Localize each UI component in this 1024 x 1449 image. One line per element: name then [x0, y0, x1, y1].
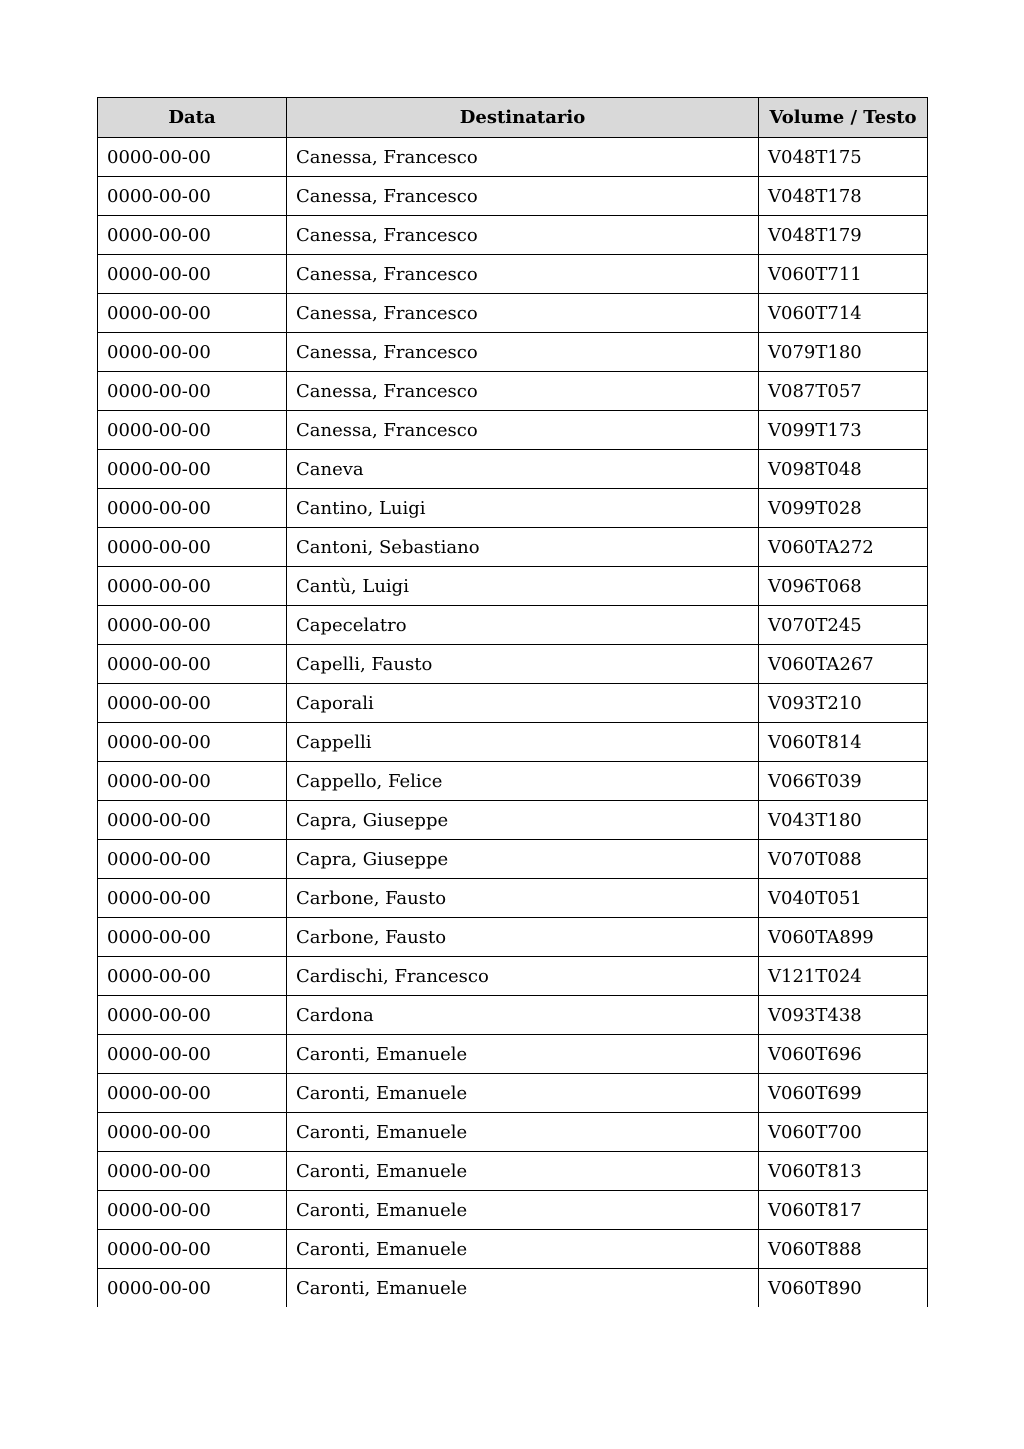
cell-destinatario: Canessa, Francesco	[287, 333, 759, 372]
table-row	[98, 333, 928, 372]
cell-destinatario: Caporali	[287, 684, 759, 723]
cell-volume-testo: V060TA272	[759, 528, 928, 567]
cell-data: 0000-00-00	[98, 840, 287, 879]
cell-destinatario: Canessa, Francesco	[287, 177, 759, 216]
cell-destinatario: Caronti, Emanuele	[287, 1269, 759, 1308]
cell-volume-testo: V060T817	[759, 1191, 928, 1230]
cell-data: 0000-00-00	[98, 177, 287, 216]
table-row	[98, 1113, 928, 1152]
cell-destinatario: Caronti, Emanuele	[287, 1035, 759, 1074]
cell-volume-testo: V060T888	[759, 1230, 928, 1269]
cell-destinatario: Caronti, Emanuele	[287, 1152, 759, 1191]
cell-volume-testo: V099T173	[759, 411, 928, 450]
cell-destinatario: Capecelatro	[287, 606, 759, 645]
cell-data: 0000-00-00	[98, 255, 287, 294]
cell-destinatario: Canessa, Francesco	[287, 255, 759, 294]
cell-destinatario: Cantino, Luigi	[287, 489, 759, 528]
cell-data: 0000-00-00	[98, 567, 287, 606]
cell-data: 0000-00-00	[98, 528, 287, 567]
table-row	[98, 996, 928, 1035]
cell-data: 0000-00-00	[98, 216, 287, 255]
cell-destinatario: Caronti, Emanuele	[287, 1074, 759, 1113]
cell-destinatario: Cantoni, Sebastiano	[287, 528, 759, 567]
cell-destinatario: Caronti, Emanuele	[287, 1230, 759, 1269]
cell-data: 0000-00-00	[98, 1035, 287, 1074]
cell-volume-testo: V070T245	[759, 606, 928, 645]
cell-volume-testo: V121T024	[759, 957, 928, 996]
cell-data: 0000-00-00	[98, 1152, 287, 1191]
cell-destinatario: Cantù, Luigi	[287, 567, 759, 606]
cell-data: 0000-00-00	[98, 1230, 287, 1269]
cell-data: 0000-00-00	[98, 684, 287, 723]
cell-volume-testo: V099T028	[759, 489, 928, 528]
cell-volume-testo: V070T088	[759, 840, 928, 879]
table-row	[98, 177, 928, 216]
cell-volume-testo: V060T813	[759, 1152, 928, 1191]
cell-volume-testo: V048T179	[759, 216, 928, 255]
table-row	[98, 1230, 928, 1269]
cell-volume-testo: V087T057	[759, 372, 928, 411]
cell-destinatario: Canessa, Francesco	[287, 372, 759, 411]
table-row	[98, 1269, 928, 1308]
cell-destinatario: Caronti, Emanuele	[287, 1113, 759, 1152]
table-row	[98, 138, 928, 177]
cell-data: 0000-00-00	[98, 723, 287, 762]
cell-destinatario: Carbone, Fausto	[287, 879, 759, 918]
table-row	[98, 762, 928, 801]
cell-destinatario: Capra, Giuseppe	[287, 801, 759, 840]
table-row	[98, 918, 928, 957]
cell-data: 0000-00-00	[98, 1269, 287, 1308]
cell-volume-testo: V060T711	[759, 255, 928, 294]
cell-volume-testo: V048T178	[759, 177, 928, 216]
header-volume-testo: Volume / Testo	[759, 98, 928, 138]
cell-data: 0000-00-00	[98, 1191, 287, 1230]
cell-volume-testo: V048T175	[759, 138, 928, 177]
table-row	[98, 411, 928, 450]
table-row	[98, 489, 928, 528]
letters-table	[97, 97, 928, 1307]
table-row	[98, 216, 928, 255]
table-row	[98, 567, 928, 606]
header-destinatario: Destinatario	[287, 98, 759, 138]
table-row	[98, 372, 928, 411]
cell-data: 0000-00-00	[98, 645, 287, 684]
table-row	[98, 645, 928, 684]
table-row	[98, 606, 928, 645]
table-row	[98, 840, 928, 879]
cell-destinatario: Canessa, Francesco	[287, 294, 759, 333]
cell-destinatario: Cappelli	[287, 723, 759, 762]
table-row	[98, 294, 928, 333]
cell-data: 0000-00-00	[98, 996, 287, 1035]
cell-data: 0000-00-00	[98, 918, 287, 957]
table-row	[98, 450, 928, 489]
cell-volume-testo: V096T068	[759, 567, 928, 606]
cell-data: 0000-00-00	[98, 606, 287, 645]
table-row	[98, 1074, 928, 1113]
cell-destinatario: Caneva	[287, 450, 759, 489]
cell-volume-testo: V098T048	[759, 450, 928, 489]
cell-data: 0000-00-00	[98, 138, 287, 177]
cell-volume-testo: V060T696	[759, 1035, 928, 1074]
cell-data: 0000-00-00	[98, 450, 287, 489]
table-header-row	[98, 98, 928, 138]
cell-volume-testo: V093T438	[759, 996, 928, 1035]
cell-data: 0000-00-00	[98, 1074, 287, 1113]
table-row	[98, 957, 928, 996]
cell-volume-testo: V060TA267	[759, 645, 928, 684]
cell-data: 0000-00-00	[98, 762, 287, 801]
document-page	[97, 97, 927, 1307]
cell-volume-testo: V043T180	[759, 801, 928, 840]
cell-volume-testo: V079T180	[759, 333, 928, 372]
cell-volume-testo: V060T814	[759, 723, 928, 762]
cell-data: 0000-00-00	[98, 801, 287, 840]
cell-destinatario: Caronti, Emanuele	[287, 1191, 759, 1230]
cell-volume-testo: V093T210	[759, 684, 928, 723]
table-row	[98, 1152, 928, 1191]
table-row	[98, 255, 928, 294]
cell-destinatario: Cappello, Felice	[287, 762, 759, 801]
cell-data: 0000-00-00	[98, 294, 287, 333]
table-row	[98, 723, 928, 762]
cell-destinatario: Cardischi, Francesco	[287, 957, 759, 996]
cell-data: 0000-00-00	[98, 489, 287, 528]
table-row	[98, 528, 928, 567]
cell-volume-testo: V060T890	[759, 1269, 928, 1308]
cell-data: 0000-00-00	[98, 957, 287, 996]
cell-destinatario: Capelli, Fausto	[287, 645, 759, 684]
cell-destinatario: Carbone, Fausto	[287, 918, 759, 957]
table-row	[98, 879, 928, 918]
cell-data: 0000-00-00	[98, 372, 287, 411]
cell-destinatario: Cardona	[287, 996, 759, 1035]
table-row	[98, 1191, 928, 1230]
table-row	[98, 684, 928, 723]
cell-volume-testo: V060T700	[759, 1113, 928, 1152]
cell-volume-testo: V060T714	[759, 294, 928, 333]
cell-volume-testo: V066T039	[759, 762, 928, 801]
cell-data: 0000-00-00	[98, 879, 287, 918]
cell-volume-testo: V060T699	[759, 1074, 928, 1113]
cell-volume-testo: V040T051	[759, 879, 928, 918]
cell-destinatario: Capra, Giuseppe	[287, 840, 759, 879]
table-row	[98, 1035, 928, 1074]
cell-data: 0000-00-00	[98, 1113, 287, 1152]
cell-data: 0000-00-00	[98, 333, 287, 372]
table-body	[98, 138, 928, 1308]
cell-volume-testo: V060TA899	[759, 918, 928, 957]
cell-data: 0000-00-00	[98, 411, 287, 450]
cell-destinatario: Canessa, Francesco	[287, 411, 759, 450]
cell-destinatario: Canessa, Francesco	[287, 216, 759, 255]
table-row	[98, 801, 928, 840]
header-data: Data	[98, 98, 287, 138]
cell-destinatario: Canessa, Francesco	[287, 138, 759, 177]
